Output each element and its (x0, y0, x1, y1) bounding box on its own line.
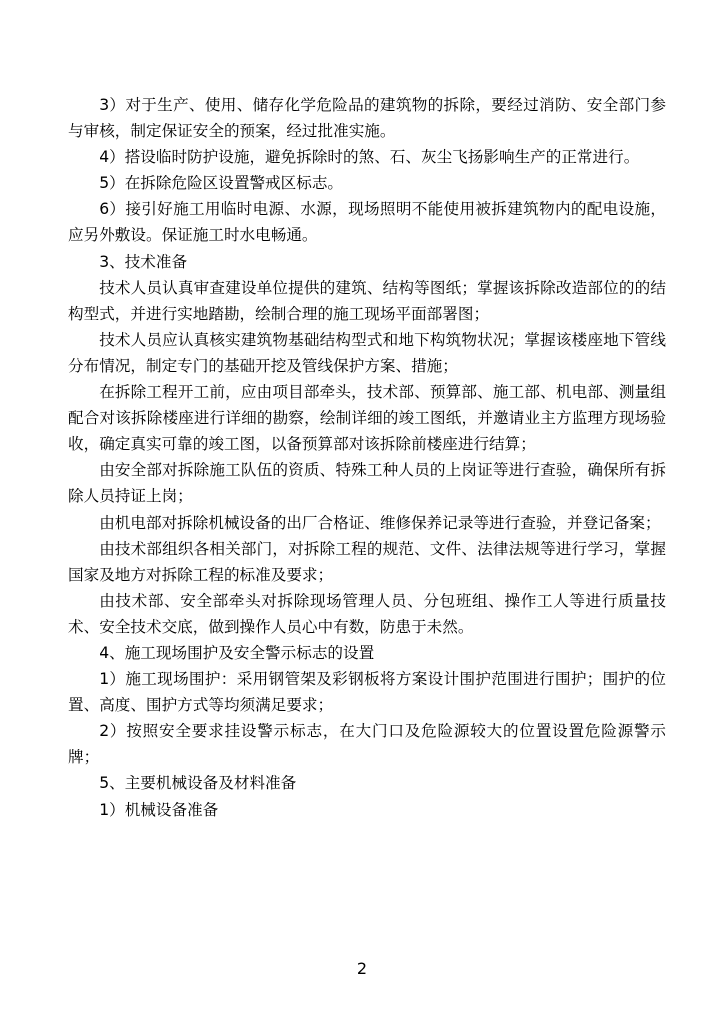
paragraph-site-survey: 在拆除工程开工前，应由项目部牵头，技术部、预算部、施工部、机电部、测量组配合对该拆除楼座进行详细的勘察，绘制详细的竣工图纸，并邀请业主方监理方现场验收，确定真实可靠的竣工图，以备预算部对该拆除前楼座进行结算； (68, 383, 666, 454)
paragraph-demolition-hazardous-buildings: 3）对于生产、使用、储存化学危险品的建筑物的拆除，要经过消防、安全部门参与审核，制定保证安全的预案，经过批准实施。 (68, 96, 666, 141)
paragraph-warning-zone: 5）在拆除危险区设置警戒区标志。 (99, 174, 344, 193)
section-heading-technical-preparation: 3、技术准备 (99, 252, 188, 271)
paragraph-review-drawings: 技术人员认真审查建设单位提供的建筑、结构等图纸；掌握该拆除改造部位的的结构型式，并进行实地踏勘，绘制合理的施工现场平面部署图； (68, 278, 666, 323)
section-heading-site-enclosure: 4、施工现场围护及安全警示标志的设置 (99, 643, 375, 662)
page-number: 2 (356, 959, 368, 978)
paragraph-temporary-protection: 4）搭设临时防护设施，避免拆除时的煞、石、灰尘飞扬影响生产的正常进行。 (99, 148, 640, 167)
paragraph-equipment-check: 由机电部对拆除机械设备的出厂合格证、维修保养记录等进行查验，并登记备案； (99, 513, 661, 532)
paragraph-regulation-study: 由技术部组织各相关部门，对拆除工程的规范、文件、法律法规等进行学习，掌握国家及地方对拆除工程的标准及要求； (68, 539, 666, 584)
paragraph-safety-qualification-check: 由安全部对拆除施工队伍的资质、特殊工种人员的上岗证等进行查验，确保所有拆除人员持证上岗； (68, 461, 666, 506)
paragraph-temporary-power-water: 6）接引好施工用临时电源、水源，现场照明不能使用被拆建筑物内的配电设施，应另外敷设。保证施工时水电畅通。 (68, 200, 666, 245)
paragraph-warning-signs: 2）按照安全要求挂设警示标志，在大门口及危险源较大的位置设置危险源警示牌； (68, 722, 666, 767)
subheading-equipment-preparation: 1）机械设备准备 (99, 800, 219, 819)
section-heading-equipment-materials: 5、主要机械设备及材料准备 (99, 774, 297, 793)
paragraph-technical-briefing: 由技术部、安全部牵头对拆除现场管理人员、分包班组、操作工人等进行质量技术、安全技术交底，做到操作人员心中有数，防患于未然。 (68, 591, 666, 636)
document-body (68, 92, 666, 823)
paragraph-verify-foundation: 技术人员应认真核实建筑物基础结构型式和地下构筑物状况；掌握该楼座地下管线分布情况，制定专门的基础开挖及管线保护方案、措施； (68, 330, 666, 375)
paragraph-site-enclosure: 1）施工现场围护：采用钢管架及彩钢板将方案设计围护范围进行围护；围护的位置、高度、围护方式等均须满足要求； (68, 670, 666, 715)
